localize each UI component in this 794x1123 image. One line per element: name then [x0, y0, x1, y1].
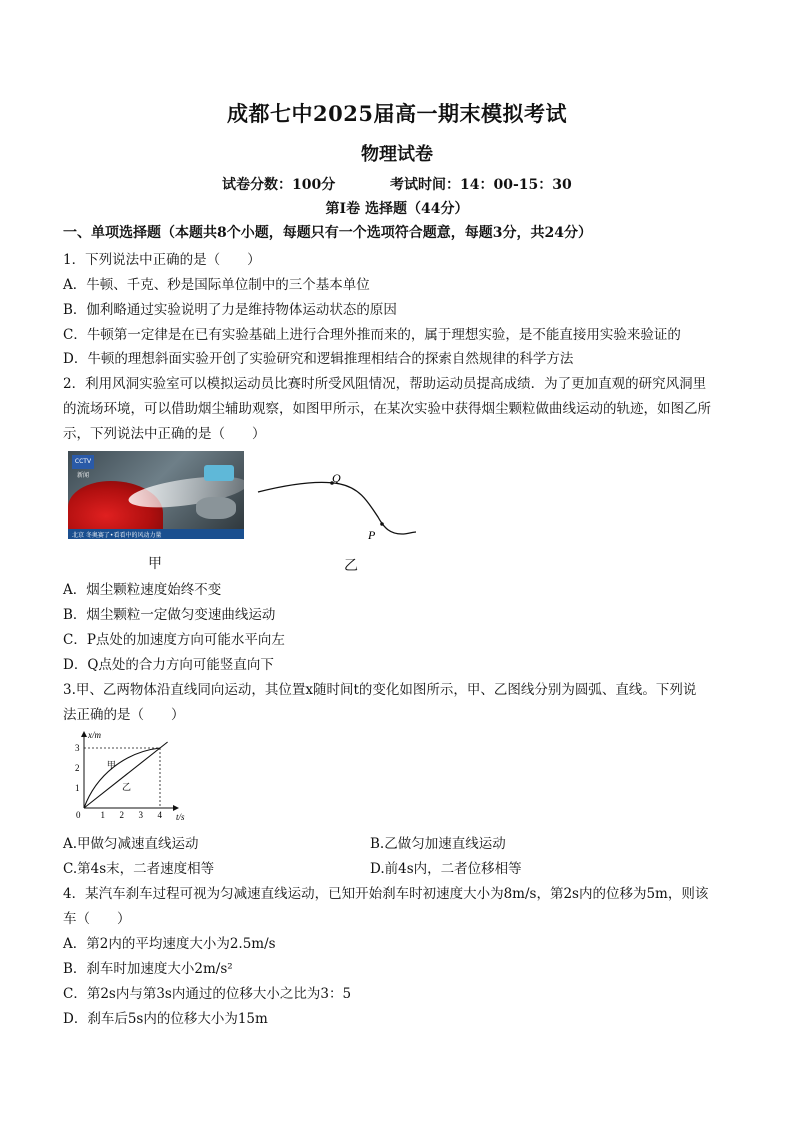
- x-tick-labels: [76, 810, 163, 820]
- section-heading: 一、单项选择题（本题共8个小题，每题只有一个选项符合题意，每题3分，共24分）: [63, 225, 592, 241]
- y-axis-arrow: [81, 731, 87, 737]
- q3-option-d: D.前4s内，二者位移相等: [370, 861, 522, 877]
- q3-option-c: C.第4s末，二者速度相等: [63, 861, 215, 877]
- x-axis-arrow: [173, 805, 179, 811]
- q4-option-d: D．刹车后5s内的位移大小为15m: [63, 1011, 268, 1027]
- q1-option-b: B．伽利略通过实验说明了力是维持物体运动状态的原因: [63, 302, 397, 318]
- q4-option-c: C．第2s内与第3s内通过的位移大小之比为3：5: [63, 986, 352, 1002]
- q2-stem-line1: 2．利用风洞实验室可以模拟运动员比赛时所受风阻情况，帮助运动员提高成绩．为了更加直观的研究风洞里: [63, 376, 707, 392]
- q2-option-c: C．P点处的加速度方向可能水平向左: [63, 632, 285, 648]
- q1-option-d: D．牛顿的理想斜面实验开创了实验研究和逻辑推理相结合的探索自然规律的科学方法: [63, 351, 574, 367]
- q4-stem-line1: 4．某汽车刹车过程可视为匀减速直线运动，已知开始刹车时初速度大小为8m/s，第2s内的位移为5m，则该: [63, 886, 709, 902]
- q2-option-d: D．Q点处的合力方向可能竖直向下: [63, 657, 274, 673]
- figure-jia-caption: 甲: [148, 556, 162, 572]
- q2-option-a: A．烟尘颗粒速度始终不变: [63, 582, 222, 598]
- point-p: [380, 522, 384, 526]
- q4-option-b: B．刹车时加速度大小2m/s²: [63, 961, 233, 977]
- x-axis-label: t/s: [176, 812, 185, 820]
- smoke-nozzle: [196, 497, 236, 519]
- label-p: P: [368, 528, 376, 542]
- q4-stem-line2: 车（ ）: [63, 911, 131, 927]
- q1-option-a: A．牛顿、千克、秒是国际单位制中的三个基本单位: [63, 277, 370, 293]
- x-tick-label: 3: [138, 810, 143, 820]
- q3-option-a: A.甲做匀减速直线运动: [63, 836, 199, 852]
- y-tick-label: 3: [75, 743, 80, 753]
- photo-caption-text: 北京 冬奥赛了•看看中的风动力量: [72, 532, 162, 539]
- exam-time: 考试时间：14：00-15：30: [390, 177, 572, 193]
- label-q: Q: [332, 471, 341, 485]
- volume-heading: 第I卷 选择题（44分）: [325, 201, 469, 217]
- cctv-logo: CCTV 新闻: [72, 455, 94, 469]
- trajectory-curve: [258, 482, 416, 534]
- exam-subtitle: 物理试卷: [361, 144, 433, 165]
- q1-stem: 1．下列说法中正确的是（ ）: [63, 252, 261, 268]
- q2-option-b: B．烟尘颗粒一定做匀变速曲线运动: [63, 607, 276, 623]
- trajectory-figure: [250, 462, 430, 552]
- q4-option-a: A．第2内的平均速度大小为2.5m/s: [63, 936, 276, 952]
- xt-chart: [66, 728, 186, 820]
- q1-option-c: C．牛顿第一定律是在已有实验基础上进行合理外推而来的，属于理想实验，是不能直接用实验来验证的: [63, 327, 681, 343]
- series-jia-label: 甲: [106, 761, 116, 771]
- x-tick-label: 2: [119, 810, 124, 820]
- figure-yi-caption: 乙: [344, 558, 358, 574]
- q3-option-b: B.乙做匀加速直线运动: [370, 836, 506, 852]
- exam-title: 成都七中2025届高一期末模拟考试: [227, 101, 567, 126]
- x-tick-label: 1: [100, 810, 105, 820]
- series-yi-line: [84, 742, 168, 808]
- y-tick-labels: [75, 743, 80, 793]
- y-tick-label: 2: [75, 763, 80, 773]
- tv-badge: [204, 465, 234, 481]
- y-tick-label: 1: [75, 783, 80, 793]
- x-tick-label: 0: [76, 810, 81, 820]
- q2-stem-line3: 示，下列说法中正确的是（ ）: [63, 426, 266, 442]
- wind-tunnel-photo: [68, 451, 244, 539]
- exam-score: 试卷分数：100分: [222, 177, 336, 193]
- series-yi-label: 乙: [122, 783, 132, 793]
- q3-stem-line1: 3.甲、乙两物体沿直线同向运动，其位置x随时间t的变化如图所示，甲、乙图线分别为圆弧、直线。下列说: [63, 682, 697, 698]
- x-tick-label: 4: [157, 810, 162, 820]
- photo-caption-bar: [68, 529, 244, 539]
- y-axis-label: x/m: [88, 730, 101, 740]
- q3-stem-line2: 法正确的是（ ）: [63, 707, 185, 723]
- q2-stem-line2: 的流场环境，可以借助烟尘辅助观察，如图甲所示，在某次实验中获得烟尘颗粒做曲线运动的轨迹，如图乙所: [63, 401, 711, 417]
